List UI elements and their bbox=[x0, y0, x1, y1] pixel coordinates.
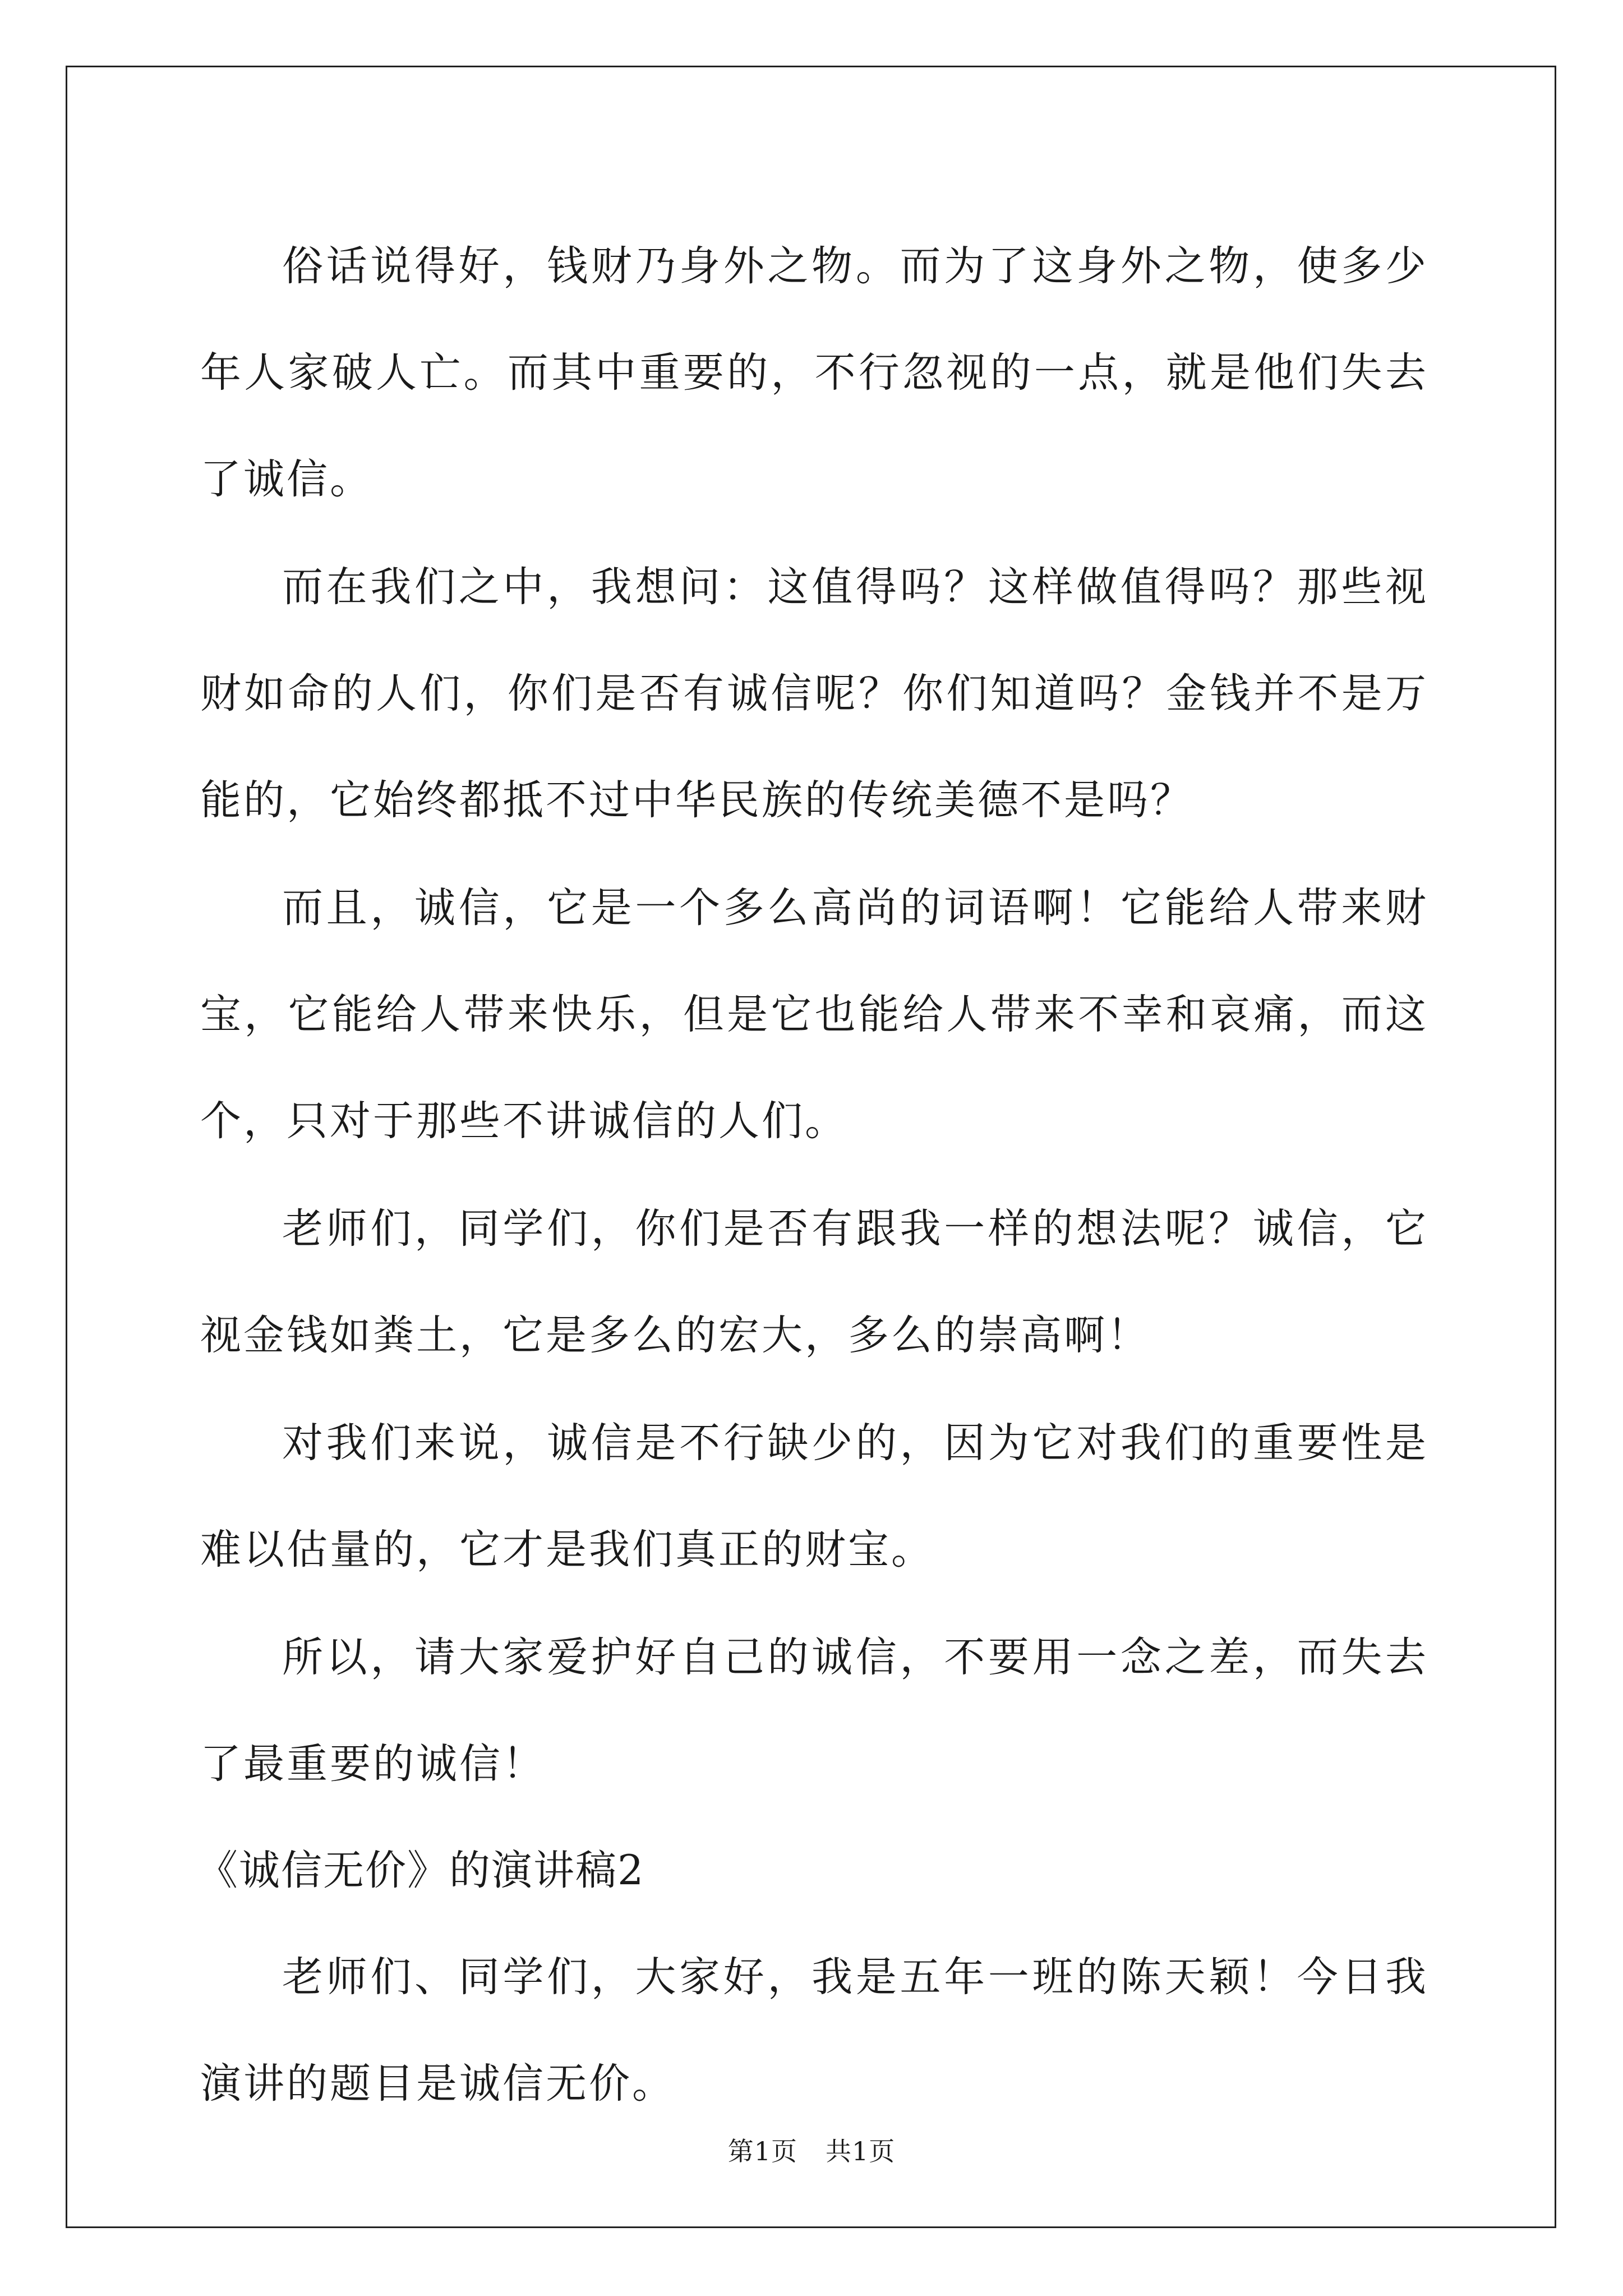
document-body bbox=[197, 213, 1428, 2137]
paragraph-3: 而且，诚信，它是一个多么高尚的词语啊！它能给人带来财宝，它能给人带来快乐，但是它也能给人带来不幸和哀痛，而这个，只对于那些不讲诚信的人们。 bbox=[200, 884, 1428, 1145]
paragraph-1: 俗话说得好，钱财乃身外之物。而为了这身外之物，使多少年人家破人亡。而其中重要的，不行忽视的一点，就是他们失去了诚信。 bbox=[200, 242, 1428, 503]
page-footer bbox=[0, 2134, 1623, 2168]
page-number-current: 第1页 bbox=[727, 2136, 797, 2166]
paragraph-2: 而在我们之中，我想问：这值得吗？这样做值得吗？那些视财如命的人们，你们是否有诚信呢？你们知道吗？金钱并不是万能的，它始终都抵不过中华民族的传统美德不是吗？ bbox=[200, 563, 1428, 824]
paragraph-7: 老师们、同学们，大家好，我是五年一班的陈天颖！今日我演讲的题目是诚信无价。 bbox=[200, 1953, 1428, 2108]
paragraph-5: 对我们来说，诚信是不行缺少的，因为它对我们的重要性是难以估量的，它才是我们真正的财宝。 bbox=[200, 1419, 1428, 1573]
page-number-total: 共1页 bbox=[826, 2136, 896, 2166]
paragraph-4: 老师们，同学们，你们是否有跟我一样的想法呢？诚信，它视金钱如粪土，它是多么的宏大，多么的崇高啊！ bbox=[200, 1205, 1428, 1359]
section-heading: 《诚信无价》的演讲稿2 bbox=[197, 1847, 645, 1894]
paragraph-6: 所以，请大家爱护好自己的诚信，不要用一念之差，而失去了最重要的诚信！ bbox=[200, 1634, 1428, 1788]
